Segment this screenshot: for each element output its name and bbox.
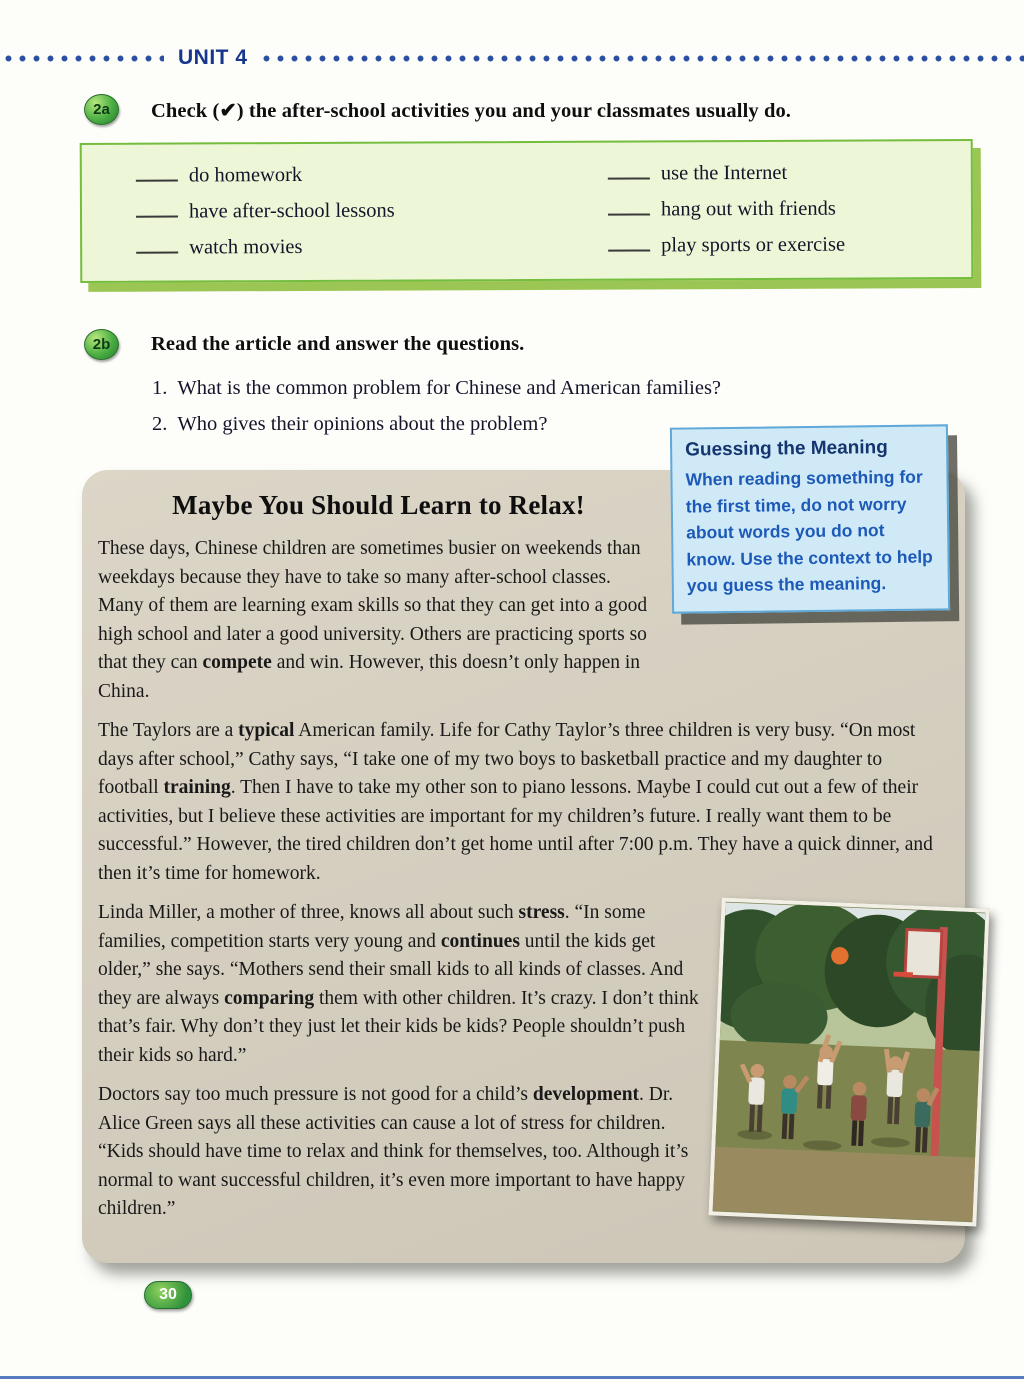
checklist-item-label: hang out with friends: [660, 197, 836, 221]
checklist-item-label: play sports or exercise: [661, 233, 846, 257]
page-number-badge: 30: [144, 1281, 192, 1309]
checklist-item: [136, 228, 608, 266]
checklist-item: [608, 191, 845, 228]
checklist-blank[interactable]: [608, 231, 650, 251]
basketball-photo: [708, 898, 989, 1227]
checklist-column-left: [136, 156, 608, 266]
article-paragraph: Doctors say too much pressure is not good for a child’s development. Dr. Alice Green says all these activities can cause a lot of stress for children. “Kids should have time to relax and think for themselves, too. Although it’s normal to want successful children, it’s even more important to have happy children.”: [98, 1084, 689, 1219]
question-number: 1.: [152, 377, 168, 399]
page-edge-line: [0, 1376, 1024, 1379]
basketball-photo-illustration: [713, 902, 986, 1223]
checklist-blank[interactable]: [608, 195, 650, 215]
checklist-item: [608, 155, 845, 192]
reading-tip-body: When reading something for the first time, do not worry about words you do not know. Use the context to help you guess the meaning.: [685, 466, 933, 596]
checklist-column-right: [608, 155, 845, 264]
question-item: [152, 370, 1024, 406]
article-title: Maybe You Should Learn to Relax!: [172, 490, 585, 520]
article-card: [82, 437, 965, 1263]
checklist-item: [136, 156, 608, 194]
question-text: Who gives their opinions about the problem?: [177, 413, 548, 435]
question-number: 2.: [152, 413, 168, 435]
checklist-item-label: do homework: [188, 163, 303, 187]
reading-tip-title: Guessing the Meaning: [685, 437, 888, 461]
checklist-blank[interactable]: [608, 159, 650, 179]
article-paragraph: These days, Chinese children are sometimes busier on weekends than weekdays because they have to take so many after-school classes. Many of them are learning exam skills so that they can get into a good high school and later a good university. Others are practicing sports so that they can compete and win. However, this doesn’t only happen in China.: [98, 538, 648, 702]
activity-badge-2a: 2a: [84, 94, 119, 125]
checklist-item-label: use the Internet: [660, 161, 788, 185]
dotted-rule-right: [262, 54, 1024, 63]
checklist-item: [136, 192, 608, 230]
unit-header: [0, 0, 1024, 70]
checklist-item: [608, 227, 845, 264]
checklist-blank[interactable]: [136, 234, 178, 254]
checklist-blank[interactable]: [136, 162, 178, 182]
instruction-2a: Check (✔) the after-school activities you and your classmates usually do.: [151, 100, 792, 122]
section-2b-header: [84, 329, 1024, 360]
dotted-rule-left: [4, 54, 164, 63]
instruction-2b: Read the article and answer the questions.: [151, 333, 525, 355]
unit-label: UNIT 4: [178, 46, 248, 69]
question-text: What is the common problem for Chinese and American families?: [177, 377, 722, 399]
checklist-item-label: watch movies: [189, 235, 303, 259]
reading-tip-box: [670, 424, 950, 613]
checklist-item-label: have after-school lessons: [188, 199, 395, 223]
section-2a-header: [84, 94, 1024, 125]
article-paragraph: The Taylors are a typical American family. Life for Cathy Taylor’s three children is very busy. “On most days after school,” Cathy says, “I take one of my two boys to basketball practice and my daughter to football training. Then I have to take my other son to piano lessons. Maybe I could cut out a few of their activities, but I believe these activities are important for my children’s future. I really want them to be successful.” However, the tired children don’t get home until after 7:00 p.m. They have a quick dinner, and then it’s time for homework.: [98, 720, 933, 884]
checklist-blank[interactable]: [136, 198, 178, 218]
checklist-box: [80, 139, 974, 283]
article-paragraph: Linda Miller, a mother of three, knows all about such stress. “In some families, competition starts very young and continues until the kids get older,” she says. “Mothers send their small kids to all kinds of classes. And they are always comparing them with other children. It’s crazy. I don’t think that’s fair. Why don’t they just let their kids be kids? People shouldn’t push their kids so hard.”: [98, 902, 699, 1066]
activity-badge-2b: 2b: [84, 329, 119, 360]
